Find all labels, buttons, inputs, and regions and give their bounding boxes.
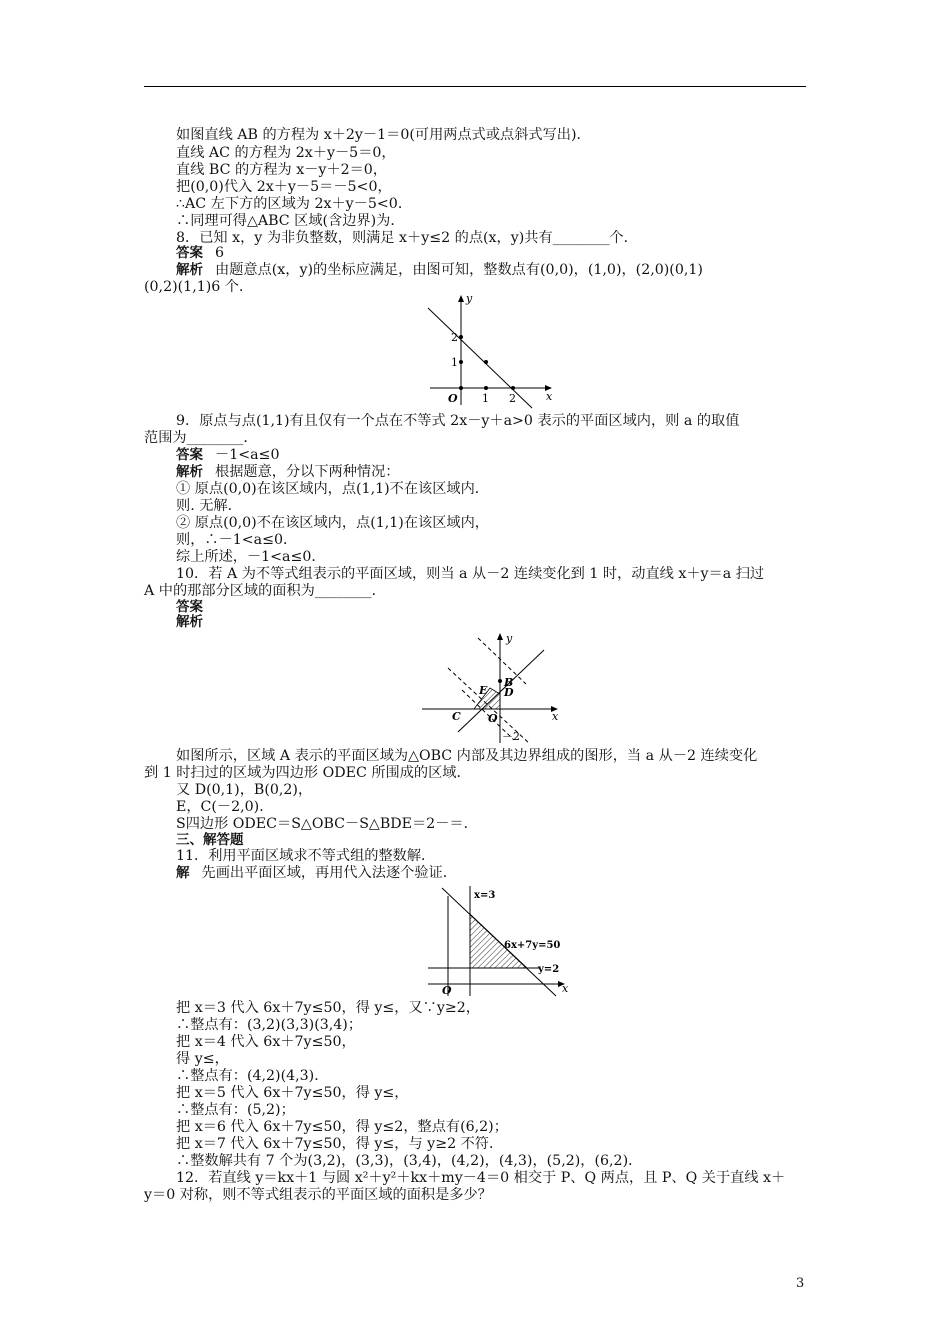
- section-title: 三、解答题: [176, 832, 244, 848]
- text-line: E，C(－2,0)．: [176, 799, 274, 815]
- text-line: 又 D(0,1)，B(0,2)，: [176, 782, 313, 798]
- question-8: 8．已知 x，y 为非负整数，则满足 x＋y≤2 的点(x，y)共有________个．: [176, 230, 638, 246]
- solution-10: [176, 614, 203, 631]
- text-line: 直线 BC 的方程为 x－y＋2＝0，: [176, 162, 388, 178]
- answer-label: 答案: [176, 245, 203, 261]
- origin-label: O: [488, 712, 498, 725]
- page-number: 3: [796, 1276, 805, 1291]
- text-line: ∴整数解共有 7 个为(3,2)，(3,3)，(3,4)，(4,2)，(4,3)，(5,2)，(6,2)．: [176, 1153, 643, 1169]
- text-line: 把 x＝6 代入 6x＋7y≤50，得 y≤2，整点有(6,2)；: [176, 1119, 508, 1135]
- line-label: y=2: [538, 964, 560, 975]
- text-line: 直线 AC 的方程为 2x＋y－5＝0，: [176, 145, 396, 161]
- solution-text: 先画出平面区域，再用代入法逐个验证．: [201, 865, 457, 881]
- text-line: 把 x＝5 代入 6x＋7y≤50，得 y≤，: [176, 1085, 409, 1101]
- figure-lattice-points: [420, 290, 560, 410]
- text-line: 如图所示，区域 A 表示的平面区域为△OBC 内部及其边界组成的图形，当 a 从－2 连续变化: [176, 748, 758, 764]
- text-line: ∴AC 左下方的区域为 2x＋y－5<0．: [176, 196, 413, 212]
- text-line: ∴整点有：(5,2)；: [176, 1102, 295, 1118]
- header-rule: [144, 86, 806, 87]
- question-12: 12．若直线 y＝kx＋1 与圆 x²＋y²＋kx＋my－4＝0 相交于 P、Q 两点，且 P、Q 关于直线 x＋: [176, 1170, 786, 1186]
- tick-label: －2: [502, 730, 520, 743]
- line-label: 6x+7y=50: [504, 940, 561, 951]
- point-label: C: [452, 710, 461, 723]
- text-line: 综上所述，－1<a≤0．: [176, 549, 326, 565]
- figure-region-a: [418, 628, 568, 746]
- text-line: 把 x＝3 代入 6x＋7y≤50，得 y≤，又∵y≥2，: [176, 1000, 480, 1016]
- text-line: (0,2)(1,1)6 个．: [144, 279, 254, 295]
- solution-label: 解析: [176, 262, 203, 278]
- question-9-cont: 范围为________．: [144, 430, 258, 446]
- text-line: 则，∴－1<a≤0．: [176, 532, 298, 548]
- solution-text: 由题意点(x，y)的坐标应满足，由图可知，整数点有(0,0)，(1,0)，(2,0)(0,1): [215, 262, 703, 278]
- point-label: D: [504, 686, 514, 699]
- solution-text: 根据题意，分以下两种情况：: [215, 464, 400, 480]
- text-line: 把 x＝4 代入 6x＋7y≤50，: [176, 1034, 356, 1050]
- question-10-cont: A 中的那部分区域的面积为________．: [144, 583, 386, 599]
- solution-9: [176, 464, 399, 481]
- text-line: 得 y≤，: [176, 1051, 229, 1067]
- tick-label: 1: [451, 356, 458, 369]
- y-axis-label: y: [466, 292, 473, 305]
- text-line: S四边形 ODEC＝S△OBC－S△BDE＝2－＝．: [176, 816, 478, 832]
- solution-8: [176, 262, 703, 279]
- origin-label: O: [448, 392, 458, 405]
- origin-label: O: [442, 984, 452, 997]
- question-11: 11．利用平面区域求不等式组的整数解．: [176, 848, 436, 864]
- text-line: 把 x＝7 代入 6x＋7y≤50，得 y≤，与 y≥2 不符．: [176, 1136, 504, 1152]
- answer-label: 答案: [176, 447, 203, 463]
- tick-label: 2: [451, 331, 458, 344]
- point-label: B: [504, 676, 514, 689]
- answer-value: －1<a≤0: [215, 447, 280, 463]
- solution-label: 解: [176, 865, 190, 881]
- point-label: E: [479, 684, 488, 697]
- solution-11: [176, 865, 457, 882]
- text-line: 则. 无解．: [176, 498, 242, 514]
- text-line: 如图直线 AB 的方程为 x＋2y－1＝0(可用两点式或点斜式写出)．: [176, 127, 591, 143]
- line-label: x=3: [474, 890, 496, 901]
- text-line: ∴整点有：(4,2)(4,3)．: [176, 1068, 329, 1084]
- solution-label: 解析: [176, 464, 203, 480]
- solution-label: 解析: [176, 614, 203, 630]
- question-12-cont: y＝0 对称，则不等式组表示的平面区域的面积是多少？: [144, 1187, 492, 1203]
- y-axis-label: y: [506, 632, 513, 645]
- x-axis-label: x: [562, 982, 569, 995]
- x-axis-label: x: [546, 390, 553, 403]
- answer-value: 6: [215, 245, 225, 261]
- tick-label: 2: [509, 392, 516, 405]
- text-line: ∴整点有：(3,2)(3,3)(3,4)；: [176, 1017, 363, 1033]
- answer-8: [176, 245, 224, 262]
- text-line: 把(0,0)代入 2x＋y－5＝－5<0，: [176, 179, 392, 195]
- text-line: ∴同理可得△ABC 区域(含边界)为．: [176, 213, 405, 229]
- question-10: 10．若 A 为不等式组表示的平面区域，则当 a 从－2 连续变化到 1 时，动直线 x＋y＝a 扫过: [176, 566, 765, 582]
- answer-label: 答案: [176, 599, 203, 615]
- question-9: 9．原点与点(1,1)有且仅有一个点在不等式 2x－y＋a>0 表示的平面区域内，则 a 的取值: [176, 413, 740, 429]
- answer-9: [176, 447, 279, 464]
- tick-label: 1: [482, 392, 489, 405]
- text-line: ② 原点(0,0)不在该区域内，点(1,1)在该区域内，: [176, 515, 489, 531]
- x-axis-label: x: [552, 710, 559, 723]
- section-heading: [176, 832, 244, 849]
- text-line: ① 原点(0,0)在该区域内，点(1,1)不在该区域内．: [176, 481, 489, 497]
- figure-region-11: [424, 880, 574, 998]
- text-line: 到 1 时扫过的区域为四边形 ODEC 所围成的区域．: [144, 765, 471, 781]
